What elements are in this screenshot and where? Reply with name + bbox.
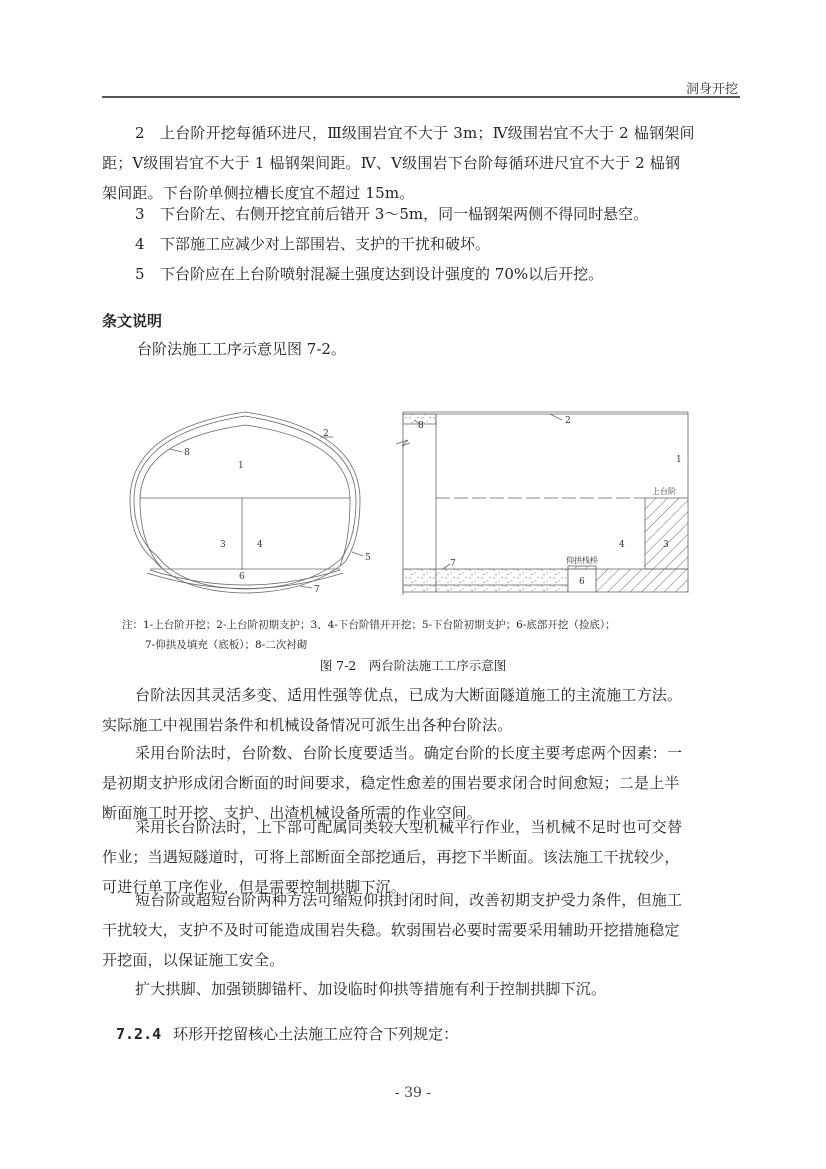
paragraph-line: 采用台阶法时，台阶数、台阶长度要适当。确定台阶的长度主要考虑两个因素：一	[135, 744, 683, 762]
leader-8	[170, 449, 182, 452]
paragraph-line: 作业；当遇短隧道时，可将上部断面全部挖通后，再挖下半断面。该法施工干扰较少，	[102, 848, 680, 866]
invert-curve	[150, 570, 340, 585]
paragraph-line: 台阶法因其灵活多变、适用性强等优点，已成为大断面隧道施工的主流施工方法。	[135, 686, 683, 704]
item-text: 下台阶应在上台阶喷射混凝土强度达到设计强度的 70%以后开挖。	[160, 265, 604, 283]
figure-reference: 台阶法施工工序示意见图 7-2。	[137, 340, 346, 358]
paragraph-line: 短台阶或超短台阶两种方法可缩短仰拱封闭时间，改善初期支护受力条件，但施工	[135, 891, 683, 909]
label-8: 8	[184, 448, 190, 458]
page-number: - 39 -	[394, 1085, 432, 1101]
paragraph-line: 可进行单工序作业，但是需要控制拱脚下沉。	[102, 878, 407, 896]
item-number: 4	[135, 235, 145, 253]
label-3: 3	[220, 540, 226, 550]
paragraph-4	[102, 885, 742, 975]
label-1: 1	[238, 461, 244, 471]
leader-7	[300, 586, 312, 588]
trestle	[568, 566, 596, 569]
label-6: 6	[579, 577, 585, 587]
figure-note-line-1: 注：1-上台阶开挖；2-上台阶初期支护；3、4-下台阶错开开挖；5-下台阶初期支护；6-底部开挖（捡底）；	[122, 619, 616, 631]
paragraph-line: 开挖面，以保证施工安全。	[102, 951, 285, 969]
paragraph-line: 实际施工中视围岩条件和机械设备情况可派生出各种台阶法。	[102, 716, 513, 734]
cross-section-diagram	[130, 412, 363, 593]
label-upper-bench: 上台阶	[652, 487, 676, 496]
leader-5	[352, 552, 363, 556]
item-line: 距；Ⅴ级围岩宜不大于 1 榀钢架间距。Ⅳ、Ⅴ级围岩下台阶每循环进尺宜不大于 2 榀钢	[102, 154, 681, 172]
label-7: 7	[450, 559, 456, 569]
label-1: 1	[676, 455, 682, 465]
label-8: 8	[418, 421, 424, 431]
label-6: 6	[239, 572, 245, 582]
section-title: 条文说明	[102, 312, 163, 330]
label-4: 4	[257, 540, 263, 550]
paragraph-line: 扩大拱脚、加强锁脚锚杆、加设临时仰拱等措施有利于控制拱脚下沉。	[135, 980, 607, 998]
longitudinal-diagram	[396, 412, 688, 595]
running-header-title: 洞身开挖	[685, 82, 738, 97]
item-line: 架间距。下台阶单侧拉槽长度宜不超过 15m。	[102, 184, 415, 202]
label-3: 3	[663, 540, 669, 550]
middle-support-outline	[134, 416, 356, 589]
clause-number: 7.2.4	[116, 1025, 162, 1043]
item-text: 下部施工应减少对上部围岩、支护的干扰和破坏。	[160, 235, 491, 253]
outer-support-outline	[130, 412, 360, 593]
leader-2r	[550, 414, 562, 420]
item-number: 5	[135, 265, 145, 283]
paragraph-line: 采用长台阶法时，上下部可配属同类较大型机械平行作业，当机械不足时也可交替	[135, 818, 683, 836]
item-line: 上台阶开挖每循环进尺，Ⅲ级围岩宜不大于 3m；Ⅳ级围岩宜不大于 2 榀钢架间	[160, 124, 695, 142]
label-4: 4	[619, 540, 625, 550]
item-number: 2	[135, 124, 145, 142]
item-number: 3	[135, 205, 145, 223]
leader-7r	[443, 564, 450, 569]
label-2: 2	[323, 429, 329, 439]
paragraph-line: 是初期支护形成闭合断面的时间要求，稳定性愈差的围岩要求闭合时间愈短；二是上半	[102, 774, 680, 792]
figure-note-line-2: 7-仰拱及填充（底板）；8-二次衬砌	[145, 639, 308, 651]
clause-heading	[102, 1023, 458, 1044]
longitudinal-labels	[418, 416, 682, 587]
paragraph-1	[102, 680, 742, 740]
clause-text: 环形开挖留核心土法施工应符合下列规定：	[173, 1025, 459, 1043]
paragraph-line: 断面施工时开挖、支护、出渣机械设备所需的作业空间。	[102, 804, 483, 822]
inner-lining-outline	[140, 425, 350, 568]
paragraph-line: 干扰较大，支护不及时可能造成围岩失稳。软弱围岩必要时需要采用辅助开挖措施稳定	[102, 921, 680, 939]
item-text: 下台阶左、右侧开挖宜前后错开 3～5m，同一榀钢架两侧不得同时悬空。	[160, 205, 649, 223]
label-2: 2	[565, 416, 571, 426]
figure-caption: 图 7-2 两台阶法施工工序示意图	[319, 658, 507, 673]
label-trestle: 仰拱栈桥	[566, 556, 598, 565]
paragraph-5	[102, 974, 742, 1004]
bottom-hatch	[596, 569, 688, 592]
lower-bench-3	[645, 498, 688, 569]
invert-fill-7	[403, 569, 568, 592]
label-5: 5	[365, 553, 371, 563]
label-7: 7	[314, 585, 320, 595]
